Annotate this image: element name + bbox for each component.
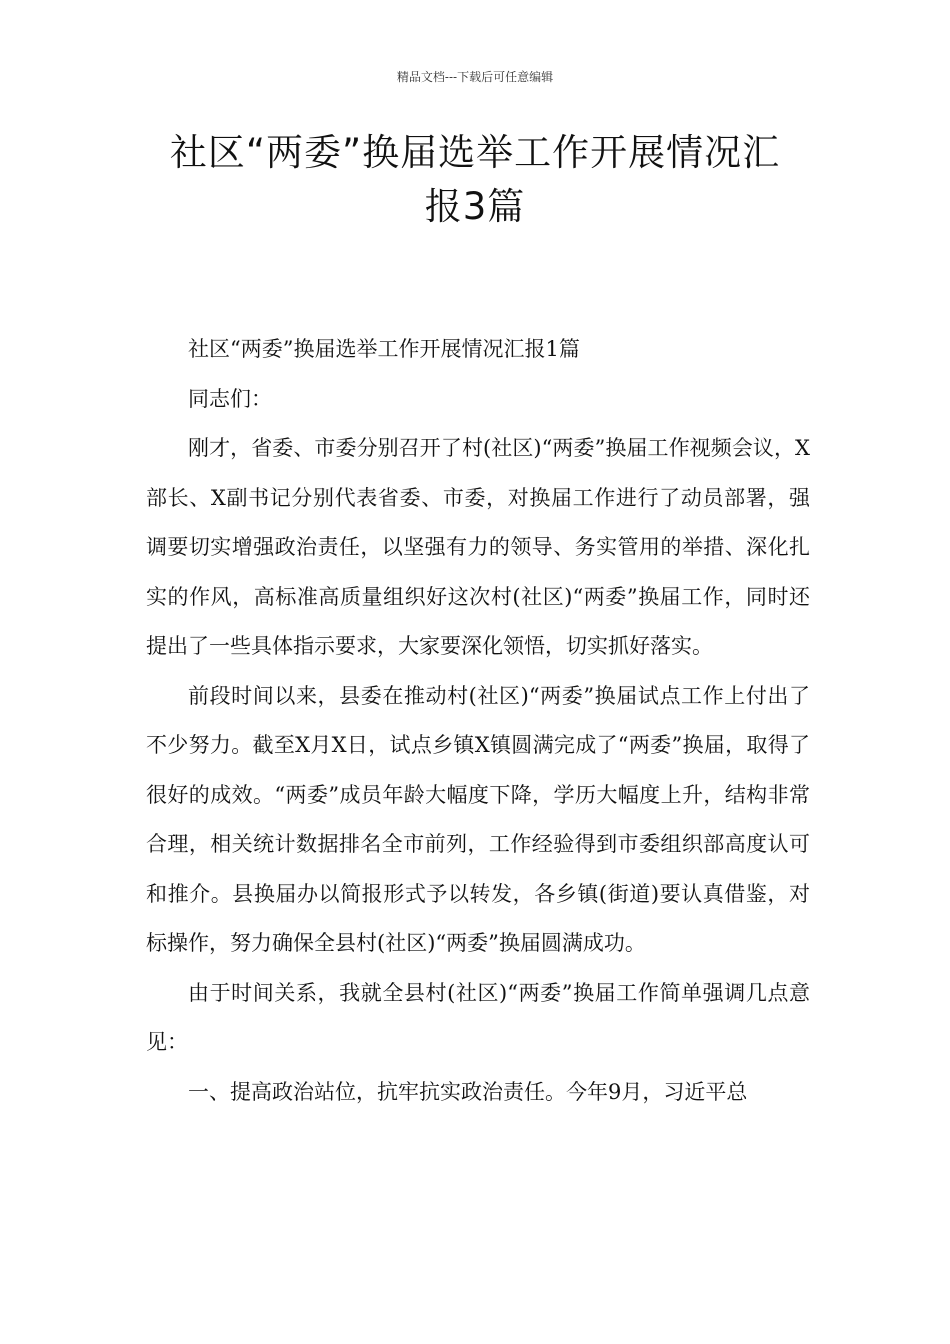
header-note: 精品文档---下载后可任意编辑 [396,70,554,84]
title-line-1: 社区“两委”换届选举工作开展情况汇 [169,131,781,174]
salutation-paragraph: 同志们： [188,386,272,411]
title-line-2: 报3篇 [424,185,526,228]
body-paragraph: 刚才，省委、市委分别召开了村(社区)“两委”换届工作视频会议，X部长、X副书记分别代表省委、市委，对换届工作进行了动员部署，强调要切实增强政治责任，以坚强有力的领导、务实管用的举措、深化扎实的作风，高标准高质量组织好这次村(社区)“两委”换届工作，同时还提出了一些具体指示要求，大家要深化领悟，切实抓好落实。 [146,436,810,658]
body-paragraph: 前段时间以来，县委在推动村(社区)“两委”换届试点工作上付出了不少努力。截至X月X日，试点乡镇X镇圆满完成了“两委”换届，取得了很好的成效。“两委”成员年龄大幅度下降，学历大幅度上升，结构非常合理，相关统计数据排名全市前列，工作经验得到市委组织部高度认可和推介。县换届办以简报形式予以转发，各乡镇(街道)要认真借鉴，对标操作，努力确保全县村(社区)“两委”换届圆满成功。 [146,683,810,955]
body-paragraph: 由于时间关系，我就全县村(社区)“两委”换届工作简单强调几点意见： [146,980,810,1054]
document-body [146,325,810,1117]
subtitle-paragraph: 社区“两委”换届选举工作开展情况汇报1篇 [188,337,580,361]
body-paragraph: 一、提高政治站位，抗牢抗实政治责任。今年9月，习近平总 [188,1079,748,1104]
document-title [120,126,830,234]
